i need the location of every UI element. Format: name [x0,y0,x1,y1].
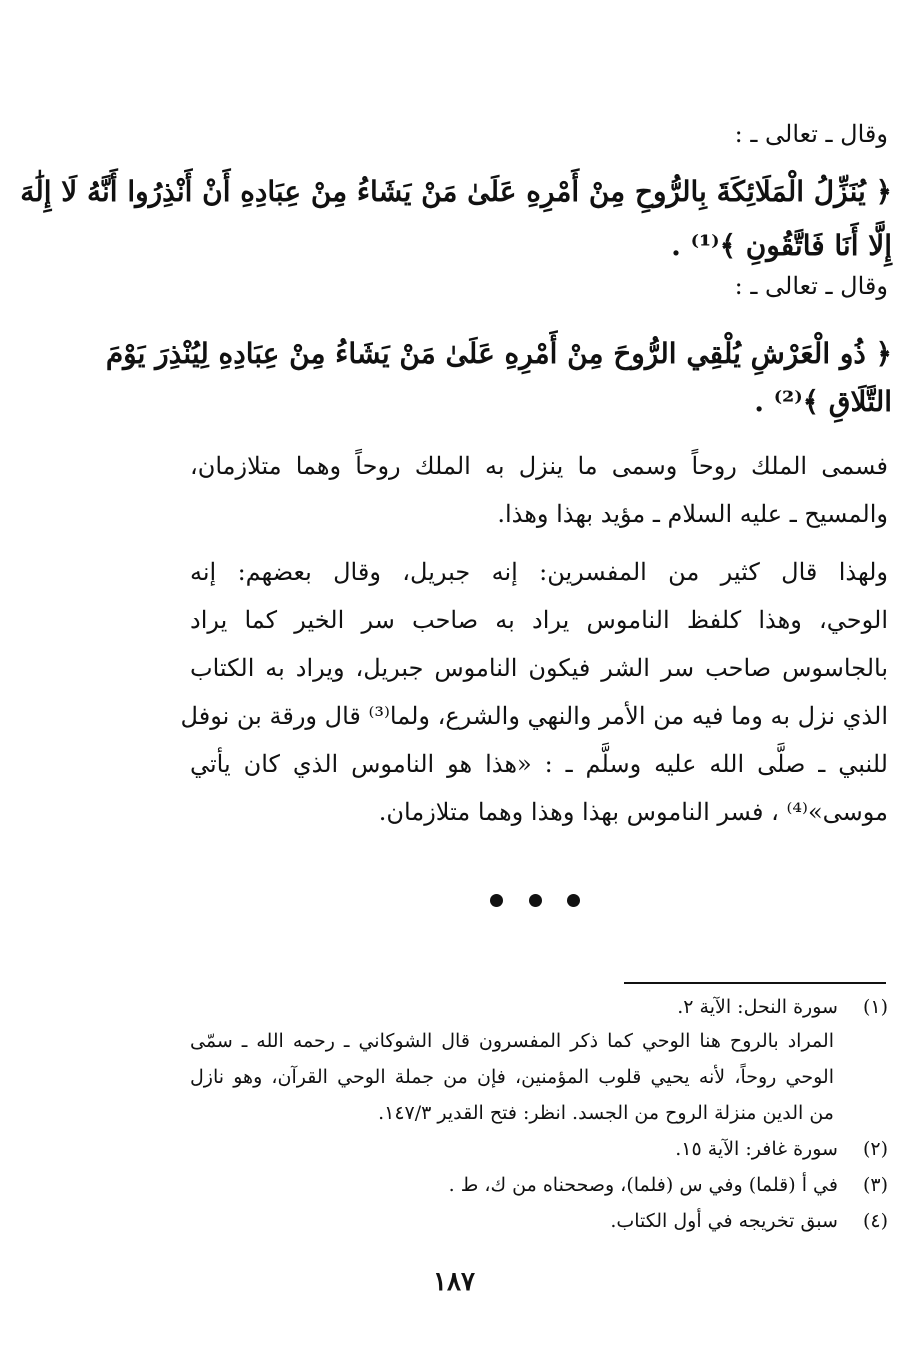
divider-dot [567,894,580,907]
footnote-number: (٢) [862,1138,888,1160]
paragraph-2-line-3: بالجاسوس صاحب سر الشر فيكون الناموس جبريل، ويراد به الكتاب [190,654,888,682]
footnote-text: سورة غافر: الآية ١٥. [675,1138,838,1160]
footnote-number: (١) [862,996,888,1018]
verse-intro-2: وقال ـ تعالى ـ : [734,272,888,300]
paragraph-2-line-6: موسى»⁽⁴⁾ ، فسر الناموس بهذا وهذا وهما متلازمان. [378,798,888,826]
footnote-1-line-3: الوحي روحاً، لأنه يحيي قلوب المؤمنين، فإن من جملة الوحي القرآن، وهو نازل [190,1066,834,1088]
quran-verse-1-line-2: إِلَّا أَنَا فَاتَّقُونِ ﴾⁽¹⁾ . [671,229,892,262]
footnote-number: (٣) [862,1174,888,1196]
footnote-text: سورة النحل: الآية ٢. [677,996,838,1018]
footnote-3 [190,1170,888,1200]
footnote-2 [190,1134,888,1164]
paragraph-1-line-2: والمسيح ـ عليه السلام ـ مؤيد بهذا وهذا. [497,500,888,528]
footnote-4 [190,1206,888,1236]
footnote-number: (٤) [862,1210,888,1232]
footnote-text: سبق تخريجه في أول الكتاب. [610,1210,838,1232]
paragraph-2-line-5: للنبي ـ صلَّى الله عليه وسلَّم ـ : «هذا هو الناموس الذي كان يأتي [190,750,888,778]
divider-dot [529,894,542,907]
page-number: ١٨٧ [433,1267,475,1297]
section-divider-dots [490,888,580,912]
paragraph-1-line-1: فسمى الملك روحاً وسمى ما ينزل به الملك روحاً وهما متلازمان، [190,452,888,480]
paragraph-2-line-2: الوحي، وهذا كلفظ الناموس يراد به صاحب سر الخير كما يراد [190,606,888,634]
divider-dot [490,894,503,907]
footnote-1 [190,992,888,1022]
footnote-text: في أ (قلما) وفي س (فلما)، وصححناه من ك، ط . [448,1174,838,1196]
verse-intro-1: وقال ـ تعالى ـ : [734,120,888,148]
paragraph-2-line-4: الذي نزل به وما فيه من الأمر والنهي والشرع، ولما⁽³⁾ قال ورقة بن نوفل [180,702,888,730]
quran-verse-2-line-2: التَّلَاقِ ﴾⁽²⁾ . [754,385,892,418]
paragraph-2-line-1: ولهذا قال كثير من المفسرين: إنه جبريل، وقال بعضهم: إنه [190,558,888,586]
footnote-separator [624,982,886,984]
footnote-1-line-2: المراد بالروح هنا الوحي كما ذكر المفسرون قال الشوكاني ـ رحمه الله ـ سمّى [190,1030,834,1052]
footnote-1-line-4: من الدين منزلة الروح من الجسد. انظر: فتح القدير ١٤٧/٣. [378,1102,834,1124]
quran-verse-2-line-1: ﴿ ذُو الْعَرْشِ يُلْقِي الرُّوحَ مِنْ أَمْرِهِ عَلَىٰ مَنْ يَشَاءُ مِنْ عِبَادِهِ لِيُنْذِرَ يَوْمَ [105,337,892,370]
quran-verse-1-line-1: ﴿ يُنَزِّلُ الْمَلَائِكَةَ بِالرُّوحِ مِنْ أَمْرِهِ عَلَىٰ مَنْ يَشَاءُ مِنْ عِبَادِهِ أَنْ أَنْذِرُوا أَنَّهُ لَا إِلَٰهَ [20,175,892,208]
